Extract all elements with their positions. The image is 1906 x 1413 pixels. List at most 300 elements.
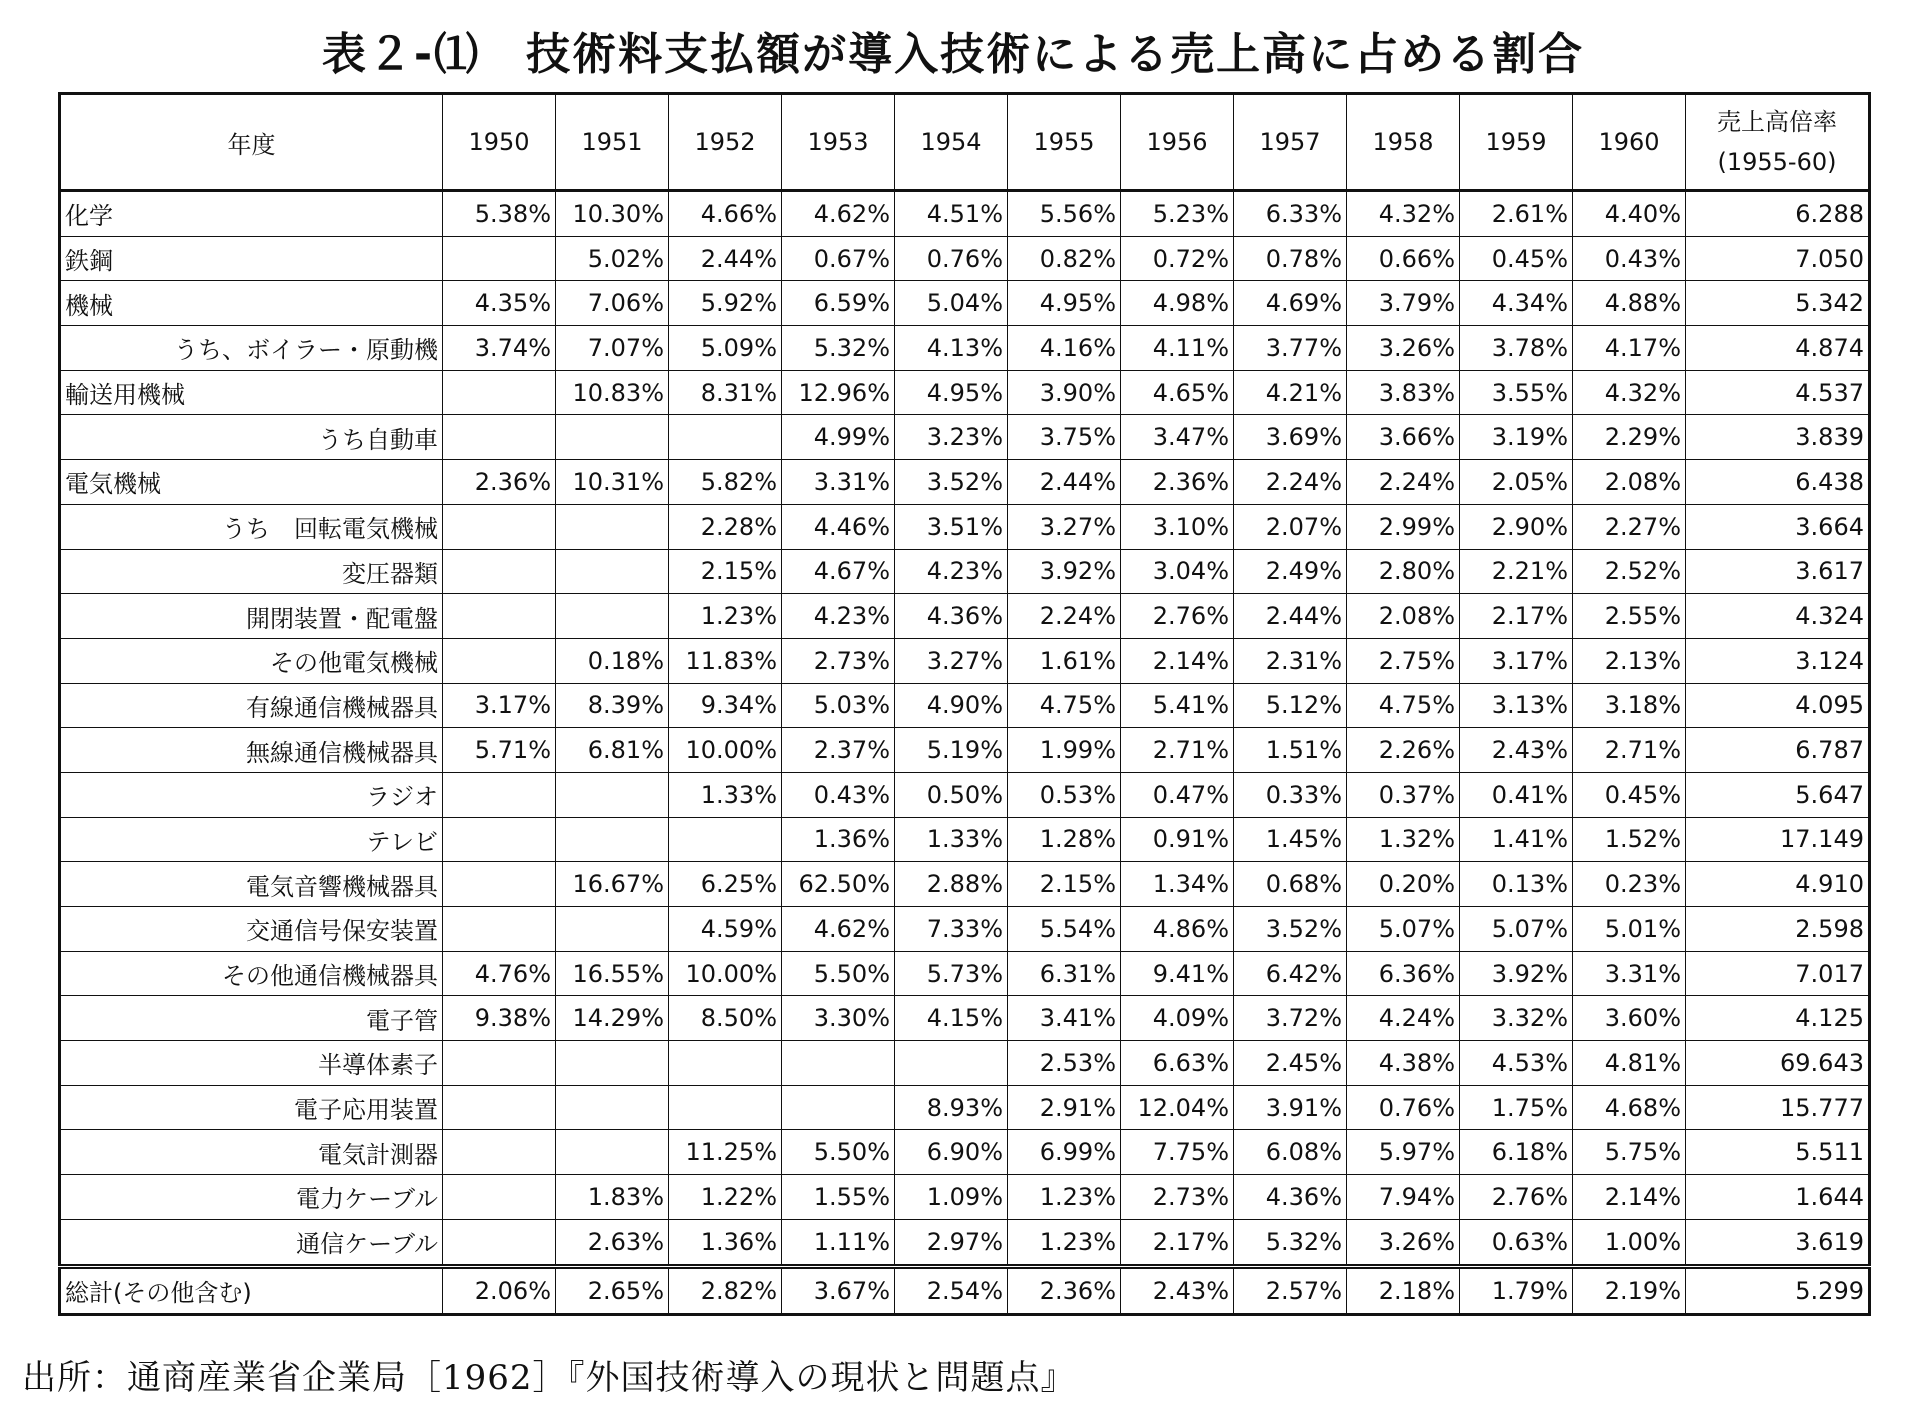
value-cell: 4.36% (895, 594, 1008, 639)
value-cell: 2.15% (1008, 862, 1121, 907)
value-cell: 6.25% (669, 862, 782, 907)
header-year: 1952 (669, 94, 782, 191)
row-label: 無線通信機械器具 (60, 728, 443, 773)
row-label: 鉄鋼 (60, 236, 443, 281)
value-cell: 0.47% (1121, 772, 1234, 817)
ratio-cell: 4.095 (1686, 683, 1870, 728)
value-cell (443, 549, 556, 594)
header-year: 1954 (895, 94, 1008, 191)
value-cell (556, 594, 669, 639)
value-cell: 5.32% (782, 326, 895, 371)
value-cell: 1.11% (782, 1219, 895, 1266)
value-cell: 5.32% (1234, 1219, 1347, 1266)
value-cell: 5.54% (1008, 907, 1121, 952)
value-cell: 4.90% (895, 683, 1008, 728)
value-cell: 2.19% (1573, 1266, 1686, 1314)
value-cell: 2.36% (443, 460, 556, 505)
value-cell: 2.65% (556, 1266, 669, 1314)
value-cell: 4.99% (782, 415, 895, 460)
row-label: 電気機械 (60, 460, 443, 505)
value-cell (443, 1130, 556, 1175)
value-cell: 3.17% (443, 683, 556, 728)
value-cell (443, 370, 556, 415)
value-cell (443, 1041, 556, 1086)
table-row (60, 772, 1870, 817)
value-cell: 7.75% (1121, 1130, 1234, 1175)
ratio-cell: 6.787 (1686, 728, 1870, 773)
ratio-cell: 4.874 (1686, 326, 1870, 371)
value-cell: 5.73% (895, 951, 1008, 996)
value-cell (443, 236, 556, 281)
value-cell: 1.23% (1008, 1175, 1121, 1220)
value-cell (443, 1085, 556, 1130)
value-cell: 1.61% (1008, 638, 1121, 683)
value-cell: 4.67% (782, 549, 895, 594)
row-label: 電子管 (60, 996, 443, 1041)
header-year: 1958 (1347, 94, 1460, 191)
value-cell: 2.08% (1347, 594, 1460, 639)
value-cell: 6.33% (1234, 191, 1347, 237)
value-cell: 0.41% (1460, 772, 1573, 817)
value-cell: 4.98% (1121, 281, 1234, 326)
value-cell: 0.43% (782, 772, 895, 817)
value-cell: 3.31% (782, 460, 895, 505)
value-cell: 6.31% (1008, 951, 1121, 996)
value-cell: 3.10% (1121, 504, 1234, 549)
value-cell: 0.76% (895, 236, 1008, 281)
value-cell: 4.51% (895, 191, 1008, 237)
header-ratio-line2: (1955-60) (1717, 148, 1837, 176)
value-cell: 3.74% (443, 326, 556, 371)
value-cell: 5.97% (1347, 1130, 1460, 1175)
ratio-cell: 6.288 (1686, 191, 1870, 237)
value-cell: 2.24% (1347, 460, 1460, 505)
value-cell: 2.52% (1573, 549, 1686, 594)
value-cell (443, 415, 556, 460)
value-cell: 2.31% (1234, 638, 1347, 683)
value-cell (443, 862, 556, 907)
row-label: テレビ (60, 817, 443, 862)
value-cell: 8.93% (895, 1085, 1008, 1130)
row-label: うち 回転電気機械 (60, 504, 443, 549)
value-cell: 5.01% (1573, 907, 1686, 952)
value-cell: 0.63% (1460, 1219, 1573, 1266)
value-cell: 0.78% (1234, 236, 1347, 281)
row-label: うち、ボイラー・原動機 (60, 326, 443, 371)
value-cell: 2.57% (1234, 1266, 1347, 1314)
value-cell: 4.32% (1347, 191, 1460, 237)
value-cell: 2.91% (1008, 1085, 1121, 1130)
ratio-cell: 6.438 (1686, 460, 1870, 505)
value-cell: 2.15% (669, 549, 782, 594)
table-row (60, 460, 1870, 505)
value-cell: 4.09% (1121, 996, 1234, 1041)
value-cell: 0.13% (1460, 862, 1573, 907)
value-cell: 7.33% (895, 907, 1008, 952)
table-row (60, 638, 1870, 683)
value-cell: 4.32% (1573, 370, 1686, 415)
ratio-cell: 3.617 (1686, 549, 1870, 594)
value-cell: 2.24% (1234, 460, 1347, 505)
value-cell: 0.45% (1573, 772, 1686, 817)
value-cell: 3.47% (1121, 415, 1234, 460)
source-note: 出所：通商産業省企業局［1962］『外国技術導入の現状と問題点』 (22, 1358, 1076, 1398)
value-cell: 4.68% (1573, 1085, 1686, 1130)
value-cell: 2.90% (1460, 504, 1573, 549)
header-year: 1959 (1460, 94, 1573, 191)
value-cell: 10.31% (556, 460, 669, 505)
value-cell: 6.90% (895, 1130, 1008, 1175)
value-cell: 3.69% (1234, 415, 1347, 460)
value-cell: 4.40% (1573, 191, 1686, 237)
ratio-cell: 7.050 (1686, 236, 1870, 281)
row-label: 有線通信機械器具 (60, 683, 443, 728)
table-row (60, 1219, 1870, 1266)
value-cell: 4.13% (895, 326, 1008, 371)
value-cell: 5.03% (782, 683, 895, 728)
value-cell: 2.45% (1234, 1041, 1347, 1086)
value-cell: 4.86% (1121, 907, 1234, 952)
value-cell: 5.23% (1121, 191, 1234, 237)
value-cell: 1.22% (669, 1175, 782, 1220)
value-cell: 6.59% (782, 281, 895, 326)
value-cell (669, 817, 782, 862)
value-cell: 2.82% (669, 1266, 782, 1314)
table-row (60, 996, 1870, 1041)
value-cell: 2.49% (1234, 549, 1347, 594)
value-cell: 4.46% (782, 504, 895, 549)
value-cell: 2.44% (1234, 594, 1347, 639)
value-cell: 2.75% (1347, 638, 1460, 683)
table-row (60, 281, 1870, 326)
value-cell: 5.50% (782, 951, 895, 996)
row-label: その他通信機械器具 (60, 951, 443, 996)
table-row (60, 1041, 1870, 1086)
value-cell: 9.34% (669, 683, 782, 728)
value-cell: 2.36% (1121, 460, 1234, 505)
value-cell: 4.23% (895, 549, 1008, 594)
value-cell: 3.27% (895, 638, 1008, 683)
value-cell: 14.29% (556, 996, 669, 1041)
value-cell: 8.50% (669, 996, 782, 1041)
value-cell: 1.33% (669, 772, 782, 817)
value-cell: 10.30% (556, 191, 669, 237)
value-cell: 0.50% (895, 772, 1008, 817)
value-cell: 3.75% (1008, 415, 1121, 460)
value-cell (669, 1041, 782, 1086)
table-row (60, 951, 1870, 996)
header-year: 1957 (1234, 94, 1347, 191)
value-cell: 2.13% (1573, 638, 1686, 683)
value-cell: 1.52% (1573, 817, 1686, 862)
value-cell: 5.50% (782, 1130, 895, 1175)
value-cell: 0.43% (1573, 236, 1686, 281)
value-cell: 2.26% (1347, 728, 1460, 773)
value-cell: 6.63% (1121, 1041, 1234, 1086)
table-row (60, 236, 1870, 281)
value-cell: 9.38% (443, 996, 556, 1041)
value-cell: 2.53% (1008, 1041, 1121, 1086)
value-cell: 2.24% (1008, 594, 1121, 639)
value-cell: 4.15% (895, 996, 1008, 1041)
value-cell: 2.43% (1460, 728, 1573, 773)
value-cell: 7.06% (556, 281, 669, 326)
header-year: 1951 (556, 94, 669, 191)
value-cell (443, 772, 556, 817)
value-cell: 3.90% (1008, 370, 1121, 415)
value-cell: 2.44% (669, 236, 782, 281)
value-cell: 8.39% (556, 683, 669, 728)
value-cell: 4.66% (669, 191, 782, 237)
row-label: 電気計測器 (60, 1130, 443, 1175)
value-cell (443, 817, 556, 862)
value-cell: 1.23% (669, 594, 782, 639)
value-cell (895, 1041, 1008, 1086)
ratio-cell: 17.149 (1686, 817, 1870, 862)
row-label: 交通信号保安装置 (60, 907, 443, 952)
value-cell: 2.71% (1121, 728, 1234, 773)
value-cell: 8.31% (669, 370, 782, 415)
value-cell: 5.56% (1008, 191, 1121, 237)
value-cell: 2.05% (1460, 460, 1573, 505)
value-cell (556, 415, 669, 460)
value-cell: 1.36% (669, 1219, 782, 1266)
value-cell: 3.91% (1234, 1085, 1347, 1130)
value-cell: 3.18% (1573, 683, 1686, 728)
ratio-cell: 1.644 (1686, 1175, 1870, 1220)
value-cell: 2.44% (1008, 460, 1121, 505)
value-cell: 1.28% (1008, 817, 1121, 862)
table-row (60, 415, 1870, 460)
value-cell: 10.00% (669, 728, 782, 773)
table-row (60, 504, 1870, 549)
value-cell: 11.25% (669, 1130, 782, 1175)
value-cell: 3.27% (1008, 504, 1121, 549)
table-row (60, 1130, 1870, 1175)
value-cell: 62.50% (782, 862, 895, 907)
row-label: 変圧器類 (60, 549, 443, 594)
value-cell: 3.19% (1460, 415, 1573, 460)
value-cell: 2.43% (1121, 1266, 1234, 1314)
value-cell: 4.34% (1460, 281, 1573, 326)
header-year: 1956 (1121, 94, 1234, 191)
value-cell: 2.21% (1460, 549, 1573, 594)
ratio-cell: 4.910 (1686, 862, 1870, 907)
value-cell: 5.71% (443, 728, 556, 773)
value-cell (443, 594, 556, 639)
header-year: 1950 (443, 94, 556, 191)
value-cell: 12.04% (1121, 1085, 1234, 1130)
value-cell: 2.36% (1008, 1266, 1121, 1314)
table-row (60, 1175, 1870, 1220)
value-cell: 2.80% (1347, 549, 1460, 594)
value-cell: 0.33% (1234, 772, 1347, 817)
row-label: 電気音響機械器具 (60, 862, 443, 907)
ratio-cell: 69.643 (1686, 1041, 1870, 1086)
value-cell: 0.20% (1347, 862, 1460, 907)
value-cell: 4.62% (782, 191, 895, 237)
value-cell: 2.88% (895, 862, 1008, 907)
value-cell: 1.45% (1234, 817, 1347, 862)
value-cell: 3.32% (1460, 996, 1573, 1041)
value-cell (443, 504, 556, 549)
value-cell: 2.61% (1460, 191, 1573, 237)
value-cell: 1.41% (1460, 817, 1573, 862)
value-cell: 1.23% (1008, 1219, 1121, 1266)
ratio-cell: 3.664 (1686, 504, 1870, 549)
value-cell (782, 1085, 895, 1130)
data-table-container (58, 92, 1868, 1316)
value-cell: 3.04% (1121, 549, 1234, 594)
table-row (60, 326, 1870, 371)
value-cell: 4.24% (1347, 996, 1460, 1041)
value-cell: 6.18% (1460, 1130, 1573, 1175)
value-cell: 3.51% (895, 504, 1008, 549)
value-cell: 4.35% (443, 281, 556, 326)
value-cell (556, 817, 669, 862)
value-cell: 3.66% (1347, 415, 1460, 460)
value-cell: 1.75% (1460, 1085, 1573, 1130)
value-cell: 2.28% (669, 504, 782, 549)
table-row (60, 549, 1870, 594)
value-cell: 0.23% (1573, 862, 1686, 907)
value-cell: 1.36% (782, 817, 895, 862)
table-row (60, 191, 1870, 237)
value-cell (556, 549, 669, 594)
row-label: 電力ケーブル (60, 1175, 443, 1220)
value-cell: 3.17% (1460, 638, 1573, 683)
value-cell (782, 1041, 895, 1086)
row-label: ラジオ (60, 772, 443, 817)
value-cell: 2.07% (1234, 504, 1347, 549)
value-cell: 2.18% (1347, 1266, 1460, 1314)
table-row (60, 817, 1870, 862)
table-row (60, 907, 1870, 952)
value-cell: 0.72% (1121, 236, 1234, 281)
value-cell: 2.37% (782, 728, 895, 773)
value-cell: 2.14% (1573, 1175, 1686, 1220)
value-cell: 2.97% (895, 1219, 1008, 1266)
value-cell: 4.53% (1460, 1041, 1573, 1086)
value-cell: 2.29% (1573, 415, 1686, 460)
value-cell: 6.81% (556, 728, 669, 773)
value-cell: 16.55% (556, 951, 669, 996)
value-cell: 1.83% (556, 1175, 669, 1220)
value-cell: 4.11% (1121, 326, 1234, 371)
value-cell: 3.60% (1573, 996, 1686, 1041)
value-cell: 4.62% (782, 907, 895, 952)
ratio-cell: 5.647 (1686, 772, 1870, 817)
value-cell: 4.38% (1347, 1041, 1460, 1086)
value-cell (556, 1085, 669, 1130)
value-cell: 1.55% (782, 1175, 895, 1220)
value-cell: 3.31% (1573, 951, 1686, 996)
value-cell: 3.30% (782, 996, 895, 1041)
value-cell: 2.17% (1121, 1219, 1234, 1266)
value-cell: 4.81% (1573, 1041, 1686, 1086)
ratio-cell: 5.299 (1686, 1266, 1870, 1314)
ratio-cell: 4.125 (1686, 996, 1870, 1041)
value-cell: 2.76% (1460, 1175, 1573, 1220)
value-cell: 10.83% (556, 370, 669, 415)
value-cell: 0.76% (1347, 1085, 1460, 1130)
value-cell: 2.55% (1573, 594, 1686, 639)
value-cell (556, 907, 669, 952)
value-cell: 0.66% (1347, 236, 1460, 281)
header-year: 1953 (782, 94, 895, 191)
value-cell: 5.04% (895, 281, 1008, 326)
value-cell: 3.26% (1347, 326, 1460, 371)
row-label: 通信ケーブル (60, 1219, 443, 1266)
table-title: 表２-⑴ 技術料支払額が導入技術による売上高に占める割合 (321, 29, 1585, 80)
value-cell: 3.41% (1008, 996, 1121, 1041)
value-cell: 5.19% (895, 728, 1008, 773)
row-label: 輸送用機械 (60, 370, 443, 415)
value-cell: 1.51% (1234, 728, 1347, 773)
value-cell: 2.54% (895, 1266, 1008, 1314)
value-cell: 1.79% (1460, 1266, 1573, 1314)
value-cell: 4.65% (1121, 370, 1234, 415)
ratio-cell: 15.777 (1686, 1085, 1870, 1130)
value-cell: 2.76% (1121, 594, 1234, 639)
value-cell: 2.08% (1573, 460, 1686, 505)
value-cell: 4.75% (1008, 683, 1121, 728)
value-cell: 5.38% (443, 191, 556, 237)
value-cell: 4.69% (1234, 281, 1347, 326)
value-cell (556, 1041, 669, 1086)
value-cell: 6.36% (1347, 951, 1460, 996)
value-cell (443, 638, 556, 683)
table-row (60, 1085, 1870, 1130)
value-cell: 2.73% (782, 638, 895, 683)
value-cell (556, 504, 669, 549)
row-label: 機械 (60, 281, 443, 326)
row-label: その他電気機械 (60, 638, 443, 683)
value-cell: 6.42% (1234, 951, 1347, 996)
value-cell: 3.77% (1234, 326, 1347, 371)
value-cell: 4.36% (1234, 1175, 1347, 1220)
value-cell: 7.94% (1347, 1175, 1460, 1220)
row-label: うち自動車 (60, 415, 443, 460)
value-cell: 3.92% (1460, 951, 1573, 996)
value-cell: 0.91% (1121, 817, 1234, 862)
value-cell: 3.55% (1460, 370, 1573, 415)
value-cell: 4.75% (1347, 683, 1460, 728)
value-cell: 5.92% (669, 281, 782, 326)
value-cell: 5.07% (1460, 907, 1573, 952)
ratio-cell: 5.342 (1686, 281, 1870, 326)
header-year: 1955 (1008, 94, 1121, 191)
table-row (60, 862, 1870, 907)
header-ratio-line1: 売上高倍率 (1717, 108, 1837, 136)
value-cell: 7.07% (556, 326, 669, 371)
value-cell: 4.95% (1008, 281, 1121, 326)
value-cell (669, 1085, 782, 1130)
value-cell: 3.78% (1460, 326, 1573, 371)
value-cell: 6.99% (1008, 1130, 1121, 1175)
table-row (60, 683, 1870, 728)
value-cell: 12.96% (782, 370, 895, 415)
value-cell: 5.75% (1573, 1130, 1686, 1175)
value-cell: 1.32% (1347, 817, 1460, 862)
value-cell: 4.76% (443, 951, 556, 996)
value-cell: 0.68% (1234, 862, 1347, 907)
value-cell: 5.09% (669, 326, 782, 371)
value-cell: 5.41% (1121, 683, 1234, 728)
ratio-cell: 3.619 (1686, 1219, 1870, 1266)
value-cell: 3.13% (1460, 683, 1573, 728)
value-cell: 2.63% (556, 1219, 669, 1266)
